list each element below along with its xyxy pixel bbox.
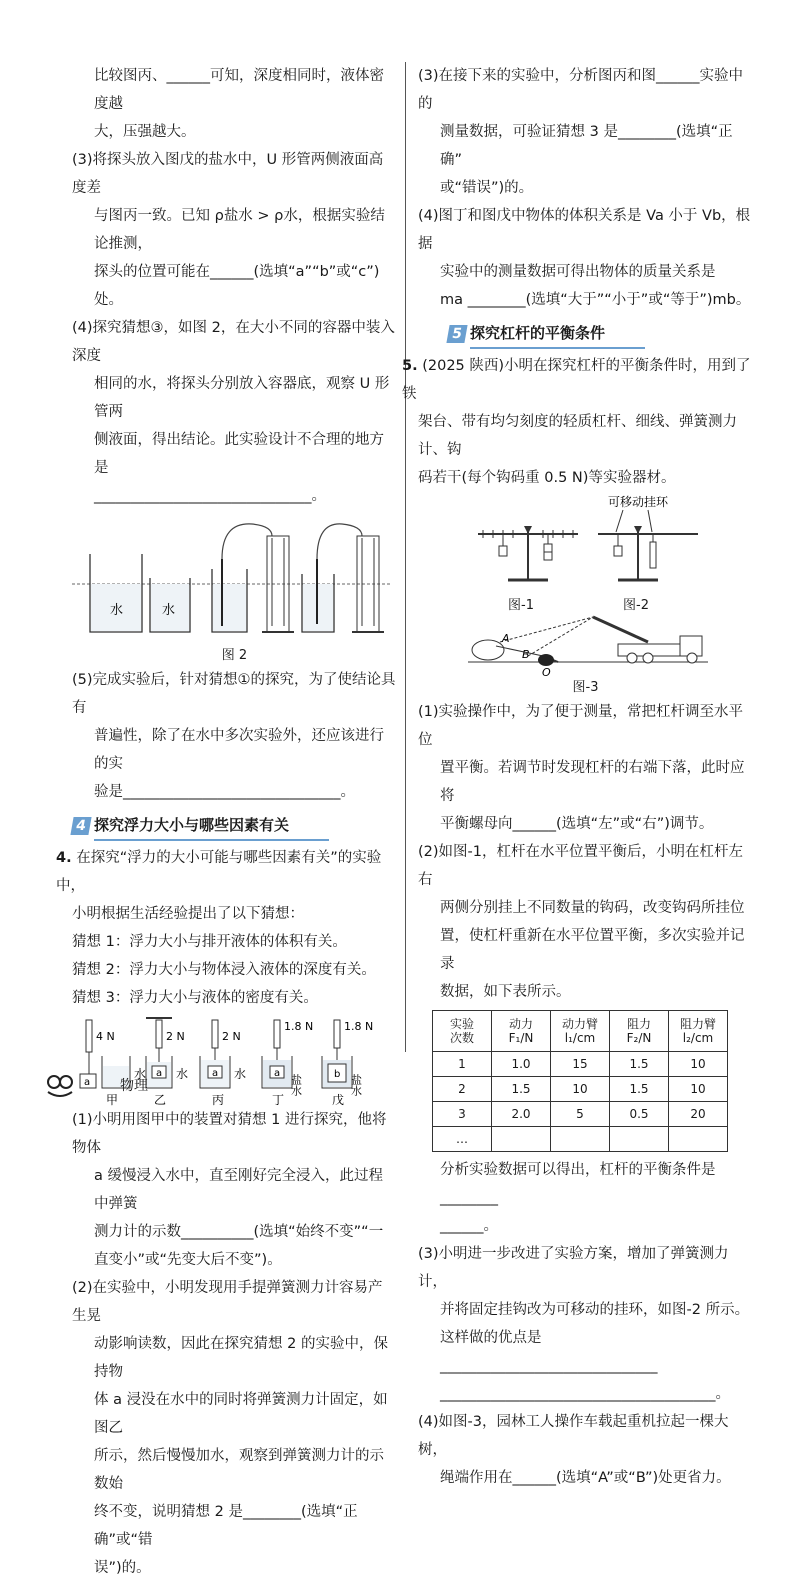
table-cell: 15 xyxy=(551,1052,610,1077)
text-line: (2025 陕西)小明在探究杠杆的平衡条件时，用到了铁 xyxy=(402,358,751,402)
text-line: (4)探究猜想③，如图 2，在大小不同的容器中装入深度 xyxy=(72,320,395,364)
spring-reading: 4 N xyxy=(96,1030,115,1043)
data-table xyxy=(432,1010,728,1152)
text-line: 架台、带有均匀刻度的轻质杠杆、细线、弹簧测力计、钩 xyxy=(418,414,737,458)
table-cell: 1.5 xyxy=(610,1077,669,1102)
text-line: 码若干(每个钩码重 0.5 N)等实验器材。 xyxy=(418,470,676,486)
text-line: ma ________(选填“大于”“小于”或“等于”)mb。 xyxy=(440,292,751,308)
table-cell xyxy=(492,1127,551,1152)
text-line: 绳端作用在______(选填“A”或“B”)处更省力。 xyxy=(440,1470,731,1486)
text-line: (1)实验操作中，为了便于测量，常把杠杆调至水平位 xyxy=(418,704,744,748)
table-cell xyxy=(669,1127,728,1152)
text-line: 分析实验数据可以得出，杠杆的平衡条件是________ xyxy=(440,1162,716,1206)
after-table xyxy=(418,1156,753,1240)
spring-reading: 1.8 N xyxy=(284,1020,314,1033)
setup-ding xyxy=(262,1020,313,1106)
text-line: (2)在实验中，小明发现用手提弹簧测力计容易产生晃 xyxy=(72,1280,383,1324)
table-row xyxy=(433,1077,728,1102)
table-cell: 10 xyxy=(551,1077,610,1102)
figure-caption: 图-2 xyxy=(623,598,649,613)
text-line: 相同的水，将探头分别放入容器底，观察 U 形管两 xyxy=(94,376,390,420)
subquestion-3 xyxy=(418,62,753,202)
object-label: b xyxy=(334,1069,341,1080)
text-line: 这样做的优点是______________________________ xyxy=(440,1330,658,1374)
text-line: 置平衡。若调节时发现杠杆的右端下落，此时应将 xyxy=(440,760,745,804)
text-line: 直变小”或“先变大后不变”)。 xyxy=(94,1252,282,1268)
water-label: 水 xyxy=(110,603,124,618)
table-row xyxy=(433,1052,728,1077)
liquid-label: 水 xyxy=(234,1067,247,1081)
question-4 xyxy=(72,314,397,510)
table-cell: 10 xyxy=(669,1052,728,1077)
table-cell: 3 xyxy=(433,1102,492,1127)
text-line: 大，压强越大。 xyxy=(94,124,196,140)
problem-5 xyxy=(402,352,753,1492)
right-column xyxy=(402,62,753,1492)
subquestion-2 xyxy=(72,1274,397,1582)
lever-figures xyxy=(418,492,753,592)
table-cell: 10 xyxy=(669,1077,728,1102)
table-header: 动力 F₁/N xyxy=(492,1011,551,1052)
text-line: 两侧分别挂上不同数量的钩码，改变钩码所挂位 xyxy=(440,900,745,916)
section-heading-5 xyxy=(448,322,753,346)
point-label: O xyxy=(542,666,551,678)
text-line: 实验中的测量数据可得出物体的质量关系是 xyxy=(440,264,716,280)
table-cell: 1.5 xyxy=(610,1052,669,1077)
question-5 xyxy=(72,666,397,806)
text-line: ______________________________________。 xyxy=(440,1386,730,1402)
text-line: (3)将探头放入图戊的盐水中，U 形管两侧液面高度差 xyxy=(72,152,384,196)
section-heading-4 xyxy=(72,814,397,838)
figure-2-containers xyxy=(72,514,397,646)
text-line: 普遍性，除了在水中多次实验外，还应该进行的实 xyxy=(94,728,384,772)
problem-4 xyxy=(56,844,397,1582)
subquestion-3 xyxy=(418,1240,753,1408)
table-cell xyxy=(610,1127,669,1152)
text-line: 验是______________________________。 xyxy=(94,784,355,800)
text-line: 体 a 浸没在水中的同时将弹簧测力计固定，如图乙 xyxy=(94,1392,388,1436)
water-label: 水 xyxy=(162,603,176,618)
table-cell: 5 xyxy=(551,1102,610,1127)
text-line: 误”)的。 xyxy=(94,1560,151,1576)
table-cell: … xyxy=(433,1127,492,1152)
setup-label: 甲 xyxy=(106,1093,119,1106)
table-row xyxy=(433,1127,728,1152)
liquid-label: 水 xyxy=(176,1067,189,1081)
text-line: 并将固定挂钩改为可移动的挂环，如图-2 所示。 xyxy=(440,1302,750,1318)
setup-label: 丙 xyxy=(212,1093,225,1106)
text-line: 置，使杠杆重新在水平位置平衡，多次实验并记录 xyxy=(440,928,745,972)
object-label: a xyxy=(212,1068,219,1079)
column-divider xyxy=(405,62,406,1052)
subquestion-1 xyxy=(418,698,753,838)
text-line: a 缓慢浸入水中，直至刚好完全浸入，此过程中弹簧 xyxy=(94,1168,383,1212)
liquid-label: 盐水 xyxy=(289,1074,303,1096)
text-line: 小明根据生活经验提出了以下猜想： xyxy=(72,906,304,922)
setup-yi xyxy=(146,1018,188,1106)
table-cell xyxy=(551,1127,610,1152)
section-title: 探究浮力大小与哪些因素有关 xyxy=(94,811,329,841)
subquestion-1 xyxy=(72,1106,397,1274)
text-line: (3)在接下来的实验中，分析图丙和图______实验中的 xyxy=(418,68,744,112)
text-line: 平衡螺母向______(选填“左”或“右”)调节。 xyxy=(440,816,714,832)
table-header: 阻力臂 l₂/cm xyxy=(669,1011,728,1052)
text-line: 在探究“浮力的大小可能与哪些因素有关”的实验中， xyxy=(56,850,382,894)
section-number: 5 xyxy=(446,325,467,343)
guess: 猜想 3：浮力大小与液体的密度有关。 xyxy=(72,990,318,1006)
text-line: 所示，然后慢慢加水，观察到弹簧测力计的示数始 xyxy=(94,1448,384,1492)
figure-caption: 图 2 xyxy=(221,648,248,663)
text-line: (2)如图-1，杠杆在水平位置平衡后，小明在杠杆左右 xyxy=(418,844,743,888)
setup-label: 乙 xyxy=(154,1093,167,1106)
table-header: 实验 次数 xyxy=(433,1011,492,1052)
setup-label: 戊 xyxy=(332,1093,345,1106)
guess: 猜想 1：浮力大小与排开液体的体积有关。 xyxy=(72,934,347,950)
table-cell: 20 xyxy=(669,1102,728,1127)
spring-reading: 2 N xyxy=(166,1030,185,1043)
table-cell: 2.0 xyxy=(492,1102,551,1127)
subject-label: 物理 xyxy=(120,1078,148,1094)
movable-ring-label: 可移动挂环 xyxy=(608,495,669,509)
text-line: (5)完成实验后，针对猜想①的探究，为了使结论具有 xyxy=(72,672,396,716)
setup-label: 丁 xyxy=(272,1093,285,1106)
text-line: 终不变，说明猜想 2 是________(选填“正确”或“错 xyxy=(94,1504,358,1548)
table-header-row xyxy=(433,1011,728,1052)
table-cell: 0.5 xyxy=(610,1102,669,1127)
table-cell: 1 xyxy=(433,1052,492,1077)
setup-wu xyxy=(322,1020,373,1106)
table-header: 动力臂 l₁/cm xyxy=(551,1011,610,1052)
section-number: 4 xyxy=(70,817,91,835)
text-line: 侧液面，得出结论。此实验设计不合理的地方是 xyxy=(94,432,384,476)
problem-number: 5. xyxy=(402,358,418,374)
table-row xyxy=(433,1102,728,1127)
text-line: (1)小明用图甲中的装置对猜想 1 进行探究，他将物体 xyxy=(72,1112,387,1156)
text-line: 与图丙一致。已知 ρ盐水 > ρ水，根据实验结论推测， xyxy=(94,208,385,252)
table-cell: 2 xyxy=(433,1077,492,1102)
guess: 猜想 2：浮力大小与物体浸入液体的深度有关。 xyxy=(72,962,376,978)
left-column xyxy=(56,62,397,1582)
table-cell: 1.5 xyxy=(492,1077,551,1102)
crane-figure xyxy=(418,612,753,678)
top-continuation xyxy=(72,62,397,146)
point-label: A xyxy=(502,632,510,645)
page-footer xyxy=(40,1070,148,1100)
text-line: 探头的位置可能在______(选填“a”“b”或“c”)处。 xyxy=(94,264,380,308)
object-label: a xyxy=(274,1068,281,1079)
section-title: 探究杠杆的平衡条件 xyxy=(470,319,645,349)
subquestion-4 xyxy=(418,1408,753,1492)
object-label: a xyxy=(84,1077,91,1088)
text-line: (3)小明进一步改进了实验方案，增加了弹簧测力计， xyxy=(418,1246,729,1290)
table-cell: 1.0 xyxy=(492,1052,551,1077)
liquid-label: 盐水 xyxy=(349,1074,363,1096)
mascot-icon xyxy=(40,1070,80,1100)
spring-reading: 2 N xyxy=(222,1030,241,1043)
text-line: 测力计的示数__________(选填“始终不变”“一 xyxy=(94,1224,384,1240)
text-line: 动影响读数，因此在探究猜想 2 的实验中，保持物 xyxy=(94,1336,388,1380)
figure-caption: 图-1 xyxy=(508,598,534,613)
text-line: 测量数据，可验证猜想 3 是________(选填“正确” xyxy=(440,124,733,168)
text-line: 比较图丙、______可知，深度相同时，液体密度越 xyxy=(94,68,384,112)
text-line: 或“错误”)的。 xyxy=(440,180,534,196)
subquestion-2 xyxy=(418,838,753,1006)
text-line: ______________________________。 xyxy=(94,488,326,504)
text-line: 数据，如下表所示。 xyxy=(440,984,571,1000)
setup-bing xyxy=(200,1020,246,1106)
problem-number: 4. xyxy=(56,850,72,866)
figure-caption: 图-3 xyxy=(572,680,599,695)
subquestion-4 xyxy=(418,202,753,314)
point-label: B xyxy=(522,648,530,661)
liquid-label: 水 xyxy=(134,1067,147,1081)
spring-reading: 1.8 N xyxy=(344,1020,374,1033)
table-header: 阻力 F₂/N xyxy=(610,1011,669,1052)
question-3 xyxy=(72,146,397,314)
text-line: (4)如图-3，园林工人操作车载起重机拉起一棵大树， xyxy=(418,1414,729,1458)
text-line: ______。 xyxy=(440,1218,498,1234)
object-label: a xyxy=(156,1068,163,1079)
text-line: (4)图丁和图戊中物体的体积关系是 Va 小于 Vb，根据 xyxy=(418,208,751,252)
